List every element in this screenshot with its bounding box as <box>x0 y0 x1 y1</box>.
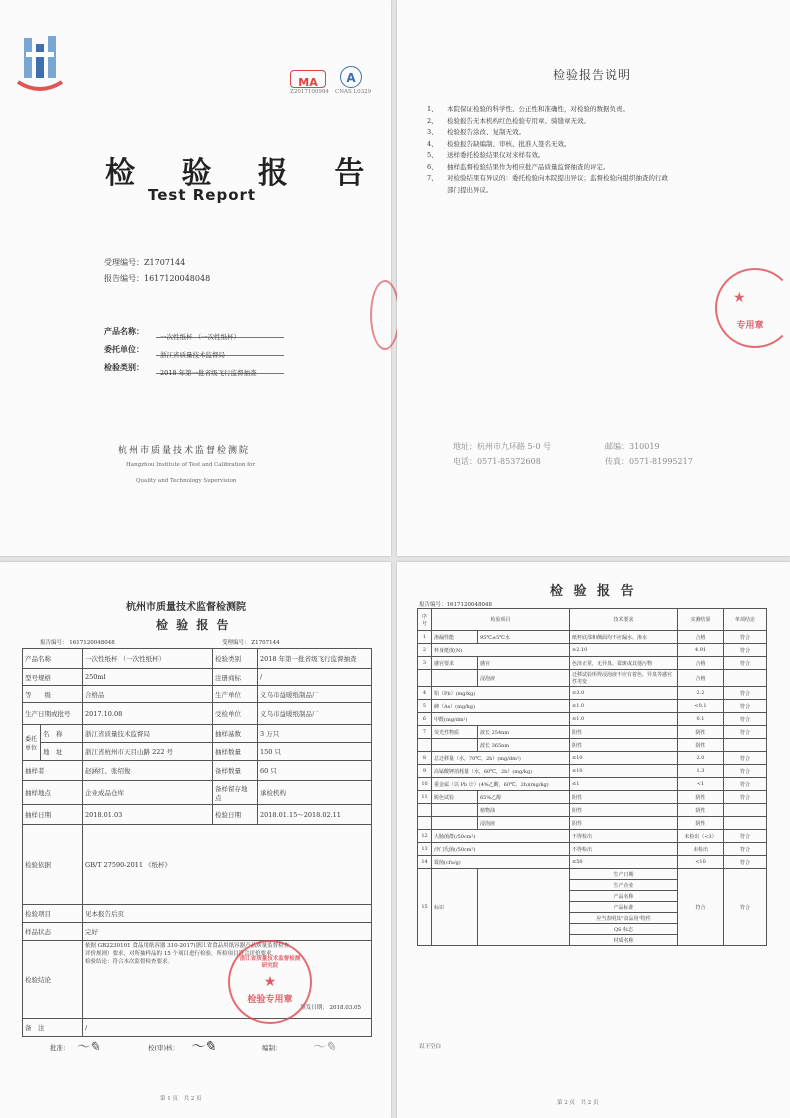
table-cell: 阴性 <box>678 791 724 804</box>
report-title-en: Test Report <box>148 186 257 204</box>
table-cell: ≤3.0 <box>570 687 678 700</box>
cell-label: 检验日期 <box>213 805 258 825</box>
table-cell: 9 <box>418 765 432 778</box>
notes-title: 检验报告说明 <box>553 68 632 82</box>
table-cell: 铅（Pb）(mg/kg) <box>432 687 570 700</box>
table-cell <box>432 670 478 687</box>
cell-value: 2018.01.03 <box>83 805 213 825</box>
table-cell: 波长 365nm <box>478 739 570 752</box>
cell-label: 名 称 <box>41 725 83 743</box>
table-cell <box>724 804 767 817</box>
table-cell <box>418 670 432 687</box>
table-cell: 符合 <box>724 869 767 946</box>
header-cell: 实测结果 <box>678 609 724 631</box>
table-cell: 6 <box>418 713 432 726</box>
table-cell: 色泽正常，无异臭、霉斑或其他污物 <box>570 657 678 670</box>
table-cell: QS 标志 <box>570 924 678 935</box>
cell-label: 样品状态 <box>23 923 83 941</box>
compile-signature: 〜✎ <box>312 1040 336 1055</box>
table-cell: 符合 <box>724 856 767 869</box>
cell-label: 检验依据 <box>23 825 83 905</box>
table-cell: 产品标准 <box>570 902 678 913</box>
table-cell: 荧光性物质 <box>432 726 478 739</box>
header-cell: 单项结论 <box>724 609 767 631</box>
table-cell: ≥2.10 <box>570 644 678 657</box>
table-row <box>418 644 767 657</box>
cell-value: 2018 年第一批省级飞行监督抽查 <box>258 649 372 669</box>
header-cell: 检验项目 <box>432 609 570 631</box>
page-footer: 第 1 页 共 2 页 <box>160 1096 202 1102</box>
table-cell <box>724 817 767 830</box>
table-cell: 浸泡液 <box>478 817 570 830</box>
notes-list <box>427 104 772 196</box>
table-cell: 符合 <box>724 631 767 644</box>
cma-code: Z2017100994 <box>290 89 329 95</box>
table-cell: ≤10 <box>570 752 678 765</box>
table-cell: 渗漏性能 <box>432 631 478 644</box>
table-cell: 符合 <box>724 700 767 713</box>
table-cell: 13 <box>418 843 432 856</box>
approve-label: 批准： <box>50 1044 70 1052</box>
page-footer: 第 2 页 共 2 页 <box>557 1100 599 1106</box>
cell-label: 检验项目 <box>23 905 83 923</box>
summary-table <box>22 648 372 1037</box>
notes-item: 2、 检验报告无本机构红色检验专用章、骑缝章无效。 <box>427 116 590 125</box>
table-cell: 感官要求 <box>432 657 478 670</box>
table-cell: <10 <box>678 856 724 869</box>
cell-value: 2018.01.15～2018.02.11 <box>258 805 372 825</box>
summary-title: 检 验 报 告 <box>156 618 231 632</box>
institute-en-1: Hangzhou Institute of Test and Calibration for <box>126 462 256 468</box>
cell-label: 备样留存地 点 <box>213 781 258 805</box>
table-cell: 沙门氏菌(/50cm²) <box>432 843 570 856</box>
table-cell: 1.3 <box>678 765 724 778</box>
cell-value: 60 只 <box>258 761 372 781</box>
cell-value: 企业成品仓库 <box>83 781 213 805</box>
cell-label: 备 注 <box>23 1019 83 1037</box>
cell-label: 抽样日期 <box>23 805 83 825</box>
cell-label: 抽样数量 <box>213 743 258 761</box>
table-cell: 浸泡液 <box>478 670 570 687</box>
cell-label: 备样数量 <box>213 761 258 781</box>
product-line: 一次性纸杯 （一次性纸杯） <box>156 324 284 338</box>
table-cell: ≤50 <box>570 856 678 869</box>
table-cell: 65%乙醇 <box>478 791 570 804</box>
table-cell: 生产企业 <box>570 880 678 891</box>
notes-item: 6、 抽样监督检验结果作为相应批产品质量监督抽查的评定。 <box>427 162 610 171</box>
conclusion-line: 评价规则）要求，对所抽样品的 15 个项目进行检验，所检项目符合评价要求。 <box>85 951 277 957</box>
table-cell <box>478 869 570 946</box>
table-row <box>418 869 767 880</box>
table-row <box>418 713 767 726</box>
table-cell: 5 <box>418 700 432 713</box>
table-cell: 符合 <box>724 765 767 778</box>
table-cell: 纸杯底部和侧面均不应漏水、渗水 <box>570 631 678 644</box>
cell-value: 见本报告后页 <box>83 905 372 923</box>
table-cell: 符合 <box>724 830 767 843</box>
conclusion-line: 依据 GB2230101 食品用纸容器 310-2017(浙江省食品用纸容器产品质量监督检查 <box>85 943 290 949</box>
table-cell: 符合 <box>724 657 767 670</box>
table-cell: <0.1 <box>678 700 724 713</box>
fax: 传真：0571-81995217 <box>605 457 693 466</box>
cell-value: GB/T 27590-2011 《纸杯》 <box>83 825 372 905</box>
compile-label: 编制： <box>262 1044 282 1052</box>
cell-label: 产品名称 <box>23 649 83 669</box>
client-line: 浙江省质量技术监督局 <box>156 342 284 356</box>
table-cell: ≤1.0 <box>570 700 678 713</box>
table-cell: 阴性 <box>570 817 678 830</box>
table-cell: 脱色试验 <box>432 791 478 804</box>
table-cell: 甲醛(mg/dm²) <box>432 713 570 726</box>
notes-item: 7、 对检验结果有异议的：委托检验向本院提出异议；监督检验向组织抽查的行政 <box>427 174 668 182</box>
seal-label: 检验专用章 <box>247 995 293 1005</box>
table-cell: 符合 <box>724 726 767 739</box>
table-row <box>418 657 767 670</box>
table-cell: 符合 <box>724 687 767 700</box>
table-cell: 重金属（以 Pb 计）(4%乙酸，60℃，2h)(mg/kg) <box>432 778 570 791</box>
cell-value: 3 万只 <box>258 725 372 743</box>
table-cell: 阴性 <box>678 804 724 817</box>
table-cell: 符合 <box>724 843 767 856</box>
summary-report-no: 报告编号： 1617120048048 <box>40 640 115 646</box>
table-cell: 阴性 <box>678 726 724 739</box>
table-cell: 符合 <box>724 778 767 791</box>
table-row <box>418 804 767 817</box>
table-cell: 11 <box>418 791 432 804</box>
summary-page <box>0 562 391 1118</box>
cell-value: 150 只 <box>258 743 372 761</box>
table-cell <box>432 739 478 752</box>
table-cell: 植物油 <box>478 804 570 817</box>
table-cell: 总迁移量（水，70℃，2h）(mg/dm²) <box>432 752 570 765</box>
table-row <box>418 830 767 843</box>
approve-signature: 〜✎ <box>76 1040 100 1055</box>
table-cell: 感官 <box>478 657 570 670</box>
seal-star-icon: ★ <box>263 974 277 990</box>
notes-item: 5、 送样委托检验结果仅对来样有效。 <box>427 151 545 159</box>
table-cell: 砷（As）(mg/kg) <box>432 700 570 713</box>
cell-value: 250ml <box>83 669 213 686</box>
table-cell: 迁移试验所得浸泡液不应有着色、异臭等感官性劣变 <box>570 670 678 687</box>
table-cell: 阴性 <box>678 739 724 752</box>
cma-mark: MA <box>290 70 326 88</box>
conclusion-line: 检验结论：符合本次监督检查要求。 <box>85 959 174 965</box>
table-cell: 0.1 <box>678 713 724 726</box>
table-row <box>418 817 767 830</box>
report-no: 报告编号：1617120048048 <box>104 274 211 283</box>
cell-label: 抽样基数 <box>213 725 258 743</box>
end-note: 以下空白 <box>419 1044 442 1050</box>
inspection-seal <box>228 940 312 1024</box>
results-report-no: 报告编号：1617120048048 <box>419 602 492 608</box>
seam-stamp <box>370 280 400 350</box>
table-cell: 符合 <box>724 791 767 804</box>
table-row <box>418 856 767 869</box>
cnas-code: CNAS L0329 <box>335 89 372 95</box>
table-cell: 12 <box>418 830 432 843</box>
cell-value: 浙江省质量技术监督局 <box>83 725 213 743</box>
cell-label: 检验类别 <box>213 649 258 669</box>
table-row <box>418 843 767 856</box>
cell-label: 生产单位 <box>213 686 258 703</box>
cell-label: 委托单位 <box>23 725 41 761</box>
table-cell: 7 <box>418 726 432 739</box>
table-cell: 生产日期 <box>570 869 678 880</box>
table-cell <box>724 739 767 752</box>
table-cell: 合格 <box>678 657 724 670</box>
cell-value: 义乌市益暖纸制品厂 <box>258 703 372 725</box>
cell-value: 合格品 <box>83 686 213 703</box>
table-cell: 阴性 <box>570 739 678 752</box>
report-title-cn: 检 验 报 告 <box>105 156 383 191</box>
notes-item: 4、 检验报告缺编制、审核、批准人签名无效。 <box>427 139 571 148</box>
cell-label: 型号规格 <box>23 669 83 686</box>
summary-institute: 杭州市质量技术监督检测院 <box>126 602 246 613</box>
table-cell: 符合 <box>724 713 767 726</box>
table-cell: 不得检出 <box>570 843 678 856</box>
table-row <box>418 631 767 644</box>
table-cell: 阴性 <box>570 791 678 804</box>
sign-date: 签发日期： 2018.03.05 <box>300 1005 361 1011</box>
notes-item: 部门提出异议。 <box>447 185 493 194</box>
table-cell <box>432 817 478 830</box>
table-cell <box>418 804 432 817</box>
cell-label: 等 级 <box>23 686 83 703</box>
table-cell: ≤1 <box>570 778 678 791</box>
cell-label: 受检单位 <box>213 703 258 725</box>
header-cell: 序号 <box>418 609 432 631</box>
table-cell <box>418 817 432 830</box>
table-cell: 阴性 <box>570 804 678 817</box>
results-table <box>417 608 767 946</box>
phone: 电话：0571-85372608 <box>453 457 541 466</box>
notes-item: 1、 本院保证检验的科学性、公正性和准确性，对检验的数据负责。 <box>427 105 629 113</box>
accept-no: 受理编号：Z1707144 <box>104 258 186 267</box>
seal-star-icon: ★ <box>733 290 746 306</box>
table-cell: ≤10 <box>570 765 678 778</box>
table-cell: 2 <box>418 644 432 657</box>
table-cell <box>418 739 432 752</box>
table-cell: 波长 254nm <box>478 726 570 739</box>
table-cell <box>432 804 478 817</box>
cell-label: 生产日期或批号 <box>23 703 83 725</box>
cell-label: 抽样地点 <box>23 781 83 805</box>
table-cell: 符合 <box>678 869 724 946</box>
table-cell: 合格 <box>678 670 724 687</box>
table-row <box>418 752 767 765</box>
cell-value: 完好 <box>83 923 372 941</box>
table-cell: 阴性 <box>678 817 724 830</box>
cnas-mark: A <box>340 66 362 88</box>
table-cell: 3 <box>418 657 432 670</box>
review-label: 校(审)核： <box>148 1044 180 1052</box>
institute-logo <box>14 34 66 100</box>
notes-item: 3、 检验报告涂改、复制无效。 <box>427 128 525 136</box>
cell-value: / <box>258 669 372 686</box>
cell-value: 2017.10.08 <box>83 703 213 725</box>
table-cell: 材质名称 <box>570 935 678 946</box>
cell-label: 抽样者 <box>23 761 83 781</box>
table-cell <box>724 670 767 687</box>
type-label: 检验类别： <box>104 362 144 372</box>
table-cell: 14 <box>418 856 432 869</box>
table-cell: 应当表明其"食品用"特性 <box>570 913 678 924</box>
cell-label: 检验结论 <box>23 941 83 1019</box>
notes-page <box>397 0 790 556</box>
table-cell: 4.91 <box>678 644 724 657</box>
table-cell: 杯身挺度(N) <box>432 644 570 657</box>
table-row <box>418 739 767 752</box>
seal-text: 浙江省质量技术监督检测研究院 <box>239 956 301 969</box>
table-cell: 未检出 <box>678 843 724 856</box>
table-cell: 阴性 <box>570 726 678 739</box>
results-title: 检 验 报 告 <box>550 584 637 599</box>
table-cell: 10 <box>418 778 432 791</box>
table-cell: 霉菌(cfu/g) <box>432 856 570 869</box>
header-cell: 技术要求 <box>570 609 678 631</box>
table-cell: 未检出（<3） <box>678 830 724 843</box>
review-signature: 〜✎ <box>190 1039 216 1055</box>
table-cell: 合格 <box>678 631 724 644</box>
postcode: 邮编：310019 <box>605 442 660 451</box>
institute-en-2: Quality and Technology Supervision <box>136 478 237 484</box>
table-cell: 1 <box>418 631 432 644</box>
table-cell: 8 <box>418 752 432 765</box>
client-label: 委托单位： <box>104 344 144 354</box>
inspection-seal: 专用章 <box>715 268 790 348</box>
summary-accept-no: 受理编号： Z1707144 <box>222 640 280 646</box>
table-cell: <1 <box>678 778 724 791</box>
table-cell: 符合 <box>724 752 767 765</box>
table-cell: 不得检出 <box>570 830 678 843</box>
type-line: 2018 年第一批省级飞行监督抽查 <box>156 360 284 374</box>
table-row <box>418 791 767 804</box>
table-row <box>418 778 767 791</box>
table-cell: 符合 <box>724 644 767 657</box>
table-row <box>418 765 767 778</box>
cell-value: 承检机构 <box>258 781 372 805</box>
table-cell: 大肠菌群(/50cm²) <box>432 830 570 843</box>
table-cell: 95℃±5℃水 <box>478 631 570 644</box>
table-row <box>418 687 767 700</box>
cell-value: 义乌市益暖纸制品厂 <box>258 686 372 703</box>
product-label: 产品名称： <box>104 326 144 336</box>
table-cell: 4 <box>418 687 432 700</box>
table-cell: 2.0 <box>678 752 724 765</box>
cover-page <box>0 0 391 556</box>
cell-label: 地 址 <box>41 743 83 761</box>
cell-value: / <box>83 1019 372 1037</box>
table-row <box>418 700 767 713</box>
table-row <box>418 670 767 687</box>
table-cell: ≤1.0 <box>570 713 678 726</box>
results-page <box>397 562 790 1118</box>
cell-value: 浙江省杭州市天目山路 222 号 <box>83 743 213 761</box>
cell-value: 一次性纸杯 （一次性纸杯） <box>83 649 213 669</box>
institute-name: 杭州市质量技术监督检测院 <box>118 446 251 456</box>
cell-value: 赵涵红、张绍俊 <box>83 761 213 781</box>
table-cell: 标识 <box>432 869 478 946</box>
table-cell: 2.2 <box>678 687 724 700</box>
conclusion-cell <box>83 941 372 1019</box>
table-cell: 产品名称 <box>570 891 678 902</box>
address: 地址：杭州市九环路 5-0 号 <box>453 442 551 451</box>
table-cell: 15 <box>418 869 432 946</box>
table-cell: 高锰酸钾消耗量（水，60℃，2h）(mg/kg) <box>432 765 570 778</box>
cell-label: 注册商标 <box>213 669 258 686</box>
table-row <box>418 726 767 739</box>
